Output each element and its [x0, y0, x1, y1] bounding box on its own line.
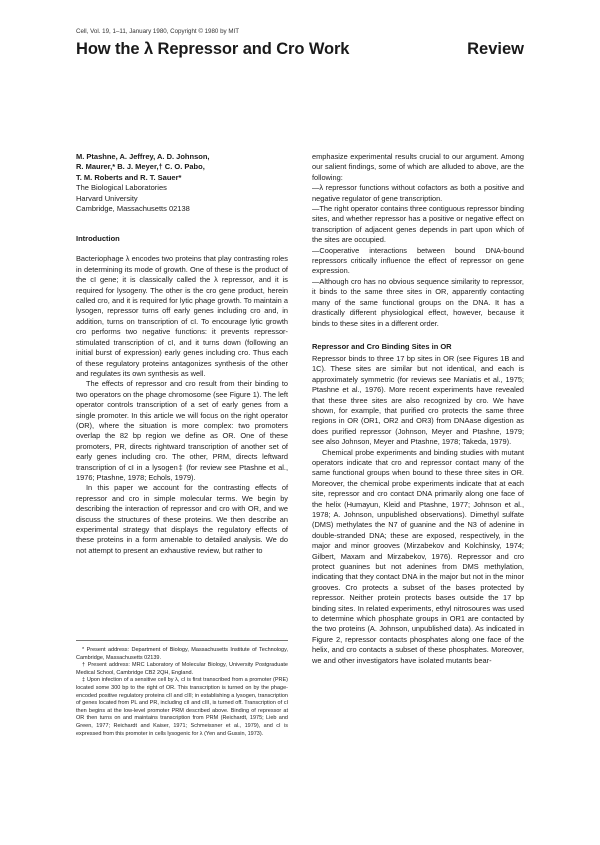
authors-line-2: R. Maurer,* B. J. Meyer,† C. O. Pabo,: [76, 162, 205, 172]
running-head: Cell, Vol. 19, 1–11, January 1980, Copyright © 1980 by MIT: [76, 28, 240, 35]
intro-paragraph-1: Bacteriophage λ encodes two proteins that play contrasting roles in determining its mode of growth. One of these is the product of the cI gene; it is classically called the λ repressor, and it is required for lysogeny. The other is the cro gene product, herein called cro, and it is required for lytic phage growth. To maintain a lysogen, repressor turns off early genes including cro and, in addition, turns on transcription of cI. To encourage lytic growth cro performs two negative functions: it prevents repressor-stimulated transcription of cI, and it turns down (following an initial burst of expression) early genes including cro. Thus each of these regulatory proteins antagonizes synthesis of the other and regulates its own synthesis as well.: [76, 254, 288, 378]
byline: [76, 152, 288, 214]
finding-4: —Although cro has no obvious sequence similarity to repressor, it binds to the same three sites in OR, apparently contacting many of the same functional groups on the DNA. It has a drastically different physiological effect, however, because it binds to these sites in a different order.: [312, 276, 524, 328]
affiliation-line-2: Harvard University: [76, 193, 138, 203]
binding-paragraph-2: Chemical probe experiments and binding studies with mutant operators indicate that cro and repressor contact many of the same functional groups when bound to these three sites in OR. Moreover, the chemical probe experiments indicate that at each site, repressor and cro contact DNA primarily along one face of the helix (Humayun, Kleid and Ptashne, 1977; Johnson et al., 1978; A. Johnson, unpublished observations). Dimethyl sulfate (DMS) methylates the N7 of guanine and the N3 of adenine in double-stranded DNA; these are exposed, respectively, in the major and minor grooves (Mirzabekov and Kolchinsky, 1974; Gilbert, Maxam and Mirzabekov, 1976). Repressor and cro protect guanines but not adenines from DMS methylation, indicating that they contact DNA in the major but not in the minor grooves. Cro protects a subset of the bases protected by repressor. Neither protein protects bases outside the 17 bp binding sites. In related experiments, ethyl nitrosoures was used to determine which phosphate groups in OR1 are contacted by the two proteins (A. Johnson, unpublished data). As indicated in Figure 2, repressor contacts phosphates along one face of the helix, and cro contacts a subset of these phosphates. Moreover, we and other investigators have isolated mutants bear-: [312, 447, 524, 665]
authors-line-1: M. Ptashne, A. Jeffrey, A. D. Johnson,: [76, 152, 210, 161]
authors-line-3: T. M. Roberts and R. T. Sauer*: [76, 172, 182, 182]
article-title: How the λ Repressor and Cro Work: [76, 40, 350, 58]
finding-2: —The right operator contains three contiguous repressor binding sites, and whether repressor has a positive or negative effect on transcription of adjacent genes depends in part upon which of the sites are occupied.: [312, 204, 524, 245]
footnote-1: * Present address: Department of Biology, Massachusetts Institute of Technology, Cambridge, Massachusetts 02139.: [76, 647, 288, 661]
right-column: [312, 152, 524, 666]
footnote-3: ‡ Upon infection of a sensitive cell by λ, cI is first transcribed from a promoter (PRE) located some 300 bp to the right of OR. This transcription is turned on by the phage-encoded positive regulatory proteins cII and cIII; in establishing a lysogen, transcription of genes located from PL and PR, including cII and cIII, is turned off. Transcription of cI then begins at the low-level promoter PRM described above. Binding of repressor at OR then turns on and maintains transcription from PRM (Reichardt, 1975; Lieb and Green, 1977; Reichardt and Kaiser, 1971; Schmeissner et al., 1979), and cI is expressed from this promoter in cells lysogenic for λ (Yen and Gussin, 1973).: [76, 677, 288, 737]
intro-paragraph-3: In this paper we account for the contrasting effects of repressor and cro in simple molecular terms. We begin by describing the interaction of repressor and cro with OR, and we discuss the structures of these proteins. We then describe an experimental strategy that displays the regulatory effects of these proteins in a form amenable to detailed analysis. We do not attempt to present an exhaustive review, but rather to: [76, 483, 288, 555]
right-continuation-paragraph: emphasize experimental results crucial to our argument. Among our salient findings, some of which are alluded to above, are the following:: [312, 152, 524, 182]
finding-1: —λ repressor functions without cofactors as both a positive and negative regulator of gene transcription.: [312, 183, 524, 203]
finding-3: —Cooperative interactions between bound DNA-bound repressors critically influence the effect of repressor on gene expression.: [312, 245, 524, 276]
binding-paragraph-1: Repressor binds to three 17 bp sites in OR (see Figures 1B and 1C). These sites are similar but not identical, and each is approximately symmetric (for reviews see Maniatis et al., 1975; Ptashne et al., 1976). More recent experiments have revealed that these three sites are also recognized by cro. We have shown, for example, that purified cro protects the same three regions in OR (OR1, OR2 and OR3) from DNAase digestion as does purified repressor (Johnson, Meyer and Ptashne, 1979; see also Johnson, Meyer and Ptashne, 1978; Takeda, 1979).: [312, 353, 524, 447]
binding-sites-heading: Repressor and Cro Binding Sites in OR: [312, 341, 452, 351]
left-column: [76, 152, 288, 556]
footnotes: [76, 640, 288, 738]
section-label: Review: [467, 40, 524, 58]
intro-paragraph-2: The effects of repressor and cro result from their binding to two operators on the phage chromosome (see Figure 1). The left operator controls transcription of a set of early genes from a single promoter. In this article we will focus on the right operator (OR), where the situation is more complex: two promoters overlap the 82 bp region we define as OR. One of these promoters, PR, directs rightward transcription of another set of early genes including cro. The other, PRM, directs leftward transcription of cI in a lysogen‡ (for review see Ptashne et al., 1976; Ptashne, 1978; Echols, 1979).: [76, 379, 288, 482]
affiliation-line-3: Cambridge, Massachusetts 02138: [76, 204, 190, 214]
footnote-2: † Present address: MRC Laboratory of Molecular Biology, University Postgraduate Medical School, Cambridge CB2 2QH, England.: [76, 662, 288, 676]
affiliation-line-1: The Biological Laboratories: [76, 183, 167, 193]
introduction-heading: Introduction: [76, 234, 120, 244]
